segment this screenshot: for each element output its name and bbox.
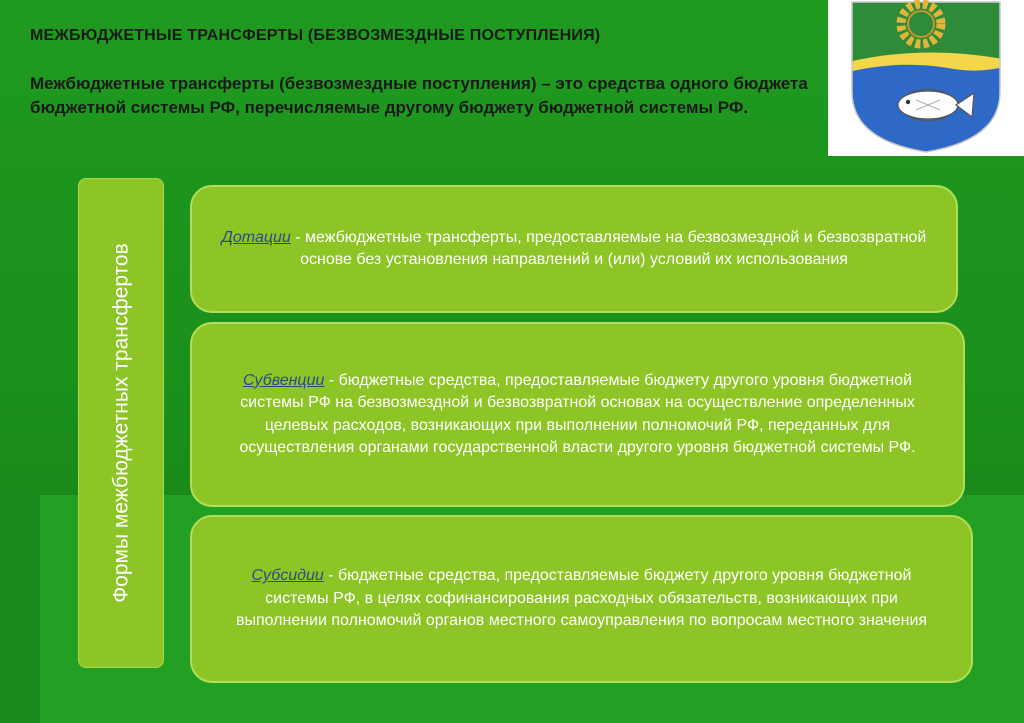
card-text [218,227,930,272]
card-text [218,565,945,633]
coat-of-arms [828,0,1024,156]
page-title: МЕЖБЮДЖЕТНЫЕ ТРАНСФЕРТЫ (БЕЗВОЗМЕЗДНЫЕ ПОСТУПЛЕНИЯ) [30,27,601,44]
definition-subvencii: - бюджетные средства, предоставляемые бюджету другого уровня бюджетной системы РФ на безвозмездной и безвозвратной основах на осуществление определенных целевых расходов, возникающих при выполнении полномочий РФ, переданных для осуществления органами государственной власти другого уровня бюджетной системы РФ. [239,371,916,456]
forms-label: Формы межбюджетных трансфертов [109,243,133,603]
term-dotacii: Дотации [221,228,291,246]
card-subsidii [190,515,973,683]
coat-of-arms-icon [828,0,1024,156]
definition-text: Межбюджетные трансферты (безвозмездные поступления) – это средства одного бюджета бюджетной системы РФ, перечисляемые другому бюджету бюджетной системы РФ. [30,74,808,117]
definition-subsidii: - бюджетные средства, предоставляемые бюджету другого уровня бюджетной системы РФ, в целях софинансирования расходных обязательств, возникающих при выполнении полномочий органов местного самоуправления по вопросам местного значения [235,567,928,630]
term-subsidii: Субсидии [251,567,324,585]
definition-dotacii: - межбюджетные трансферты, предоставляемые на безвозмездной и безвозвратной основе без установления направлений и (или) условий их использования [290,228,927,268]
background-strip [0,495,40,723]
forms-sidebar [78,178,164,668]
term-subvencii: Субвенции [242,371,325,389]
card-text [218,370,937,460]
card-subvencii [190,322,965,507]
card-dotacii [190,185,958,313]
